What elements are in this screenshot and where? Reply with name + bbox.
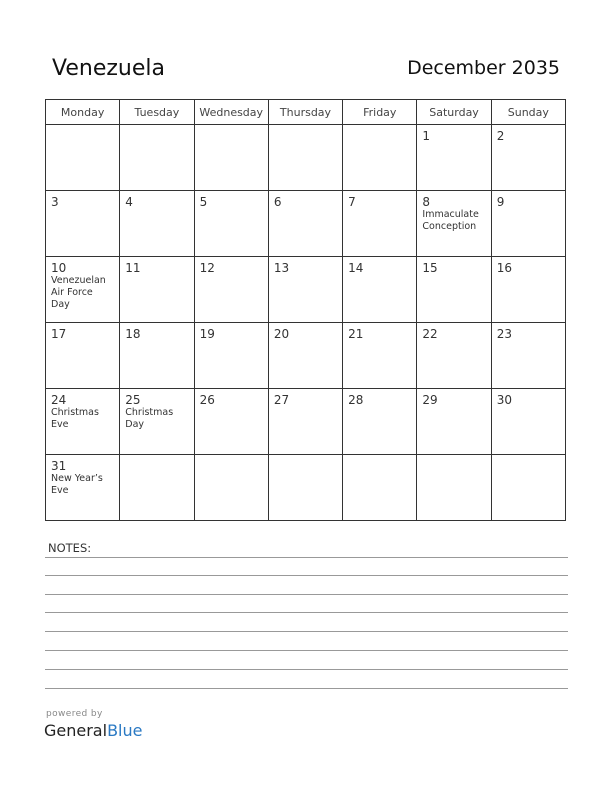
calendar-day-cell [194, 389, 268, 455]
holiday-label: Immaculate Conception [422, 209, 479, 232]
weekday-header: Thursday [268, 100, 342, 125]
calendar-week-row [46, 257, 566, 323]
day-number: 29 [422, 393, 438, 407]
calendar-day-cell [46, 191, 120, 257]
calendar-day-cell [343, 455, 417, 521]
day-number: 30 [496, 393, 512, 407]
day-number: 19 [199, 327, 215, 341]
calendar-day-cell [194, 323, 268, 389]
calendar-day-cell [268, 191, 342, 257]
day-number: 23 [496, 327, 512, 341]
notes-line [45, 631, 568, 632]
day-number: 16 [496, 261, 512, 275]
calendar-day-cell [194, 257, 268, 323]
weekday-header: Saturday [417, 100, 491, 125]
calendar-day-cell [491, 455, 565, 521]
day-number: 6 [273, 195, 282, 209]
calendar-day-cell [46, 257, 120, 323]
day-number: 28 [348, 393, 364, 407]
day-number: 12 [199, 261, 215, 275]
calendar-day-cell [491, 257, 565, 323]
weekday-header: Tuesday [120, 100, 194, 125]
holiday-label: New Year’s Eve [51, 473, 103, 496]
calendar-day-cell [120, 257, 194, 323]
weekday-header-row [46, 100, 566, 125]
calendar-day-cell [417, 191, 491, 257]
calendar-month-title: December 2035 [407, 57, 560, 79]
day-number: 22 [422, 327, 438, 341]
calendar-week-row [46, 323, 566, 389]
notes-line [45, 557, 568, 558]
calendar-country-title: Venezuela [52, 56, 165, 81]
calendar-day-cell [194, 125, 268, 191]
calendar-day-cell [343, 323, 417, 389]
day-number: 25 [125, 393, 141, 407]
calendar-grid [45, 99, 566, 521]
calendar-day-cell [343, 191, 417, 257]
calendar-day-cell [268, 125, 342, 191]
calendar-day-cell [46, 455, 120, 521]
calendar-day-cell [120, 455, 194, 521]
day-number: 27 [273, 393, 290, 407]
holiday-label: Venezuelan Air Force Day [51, 275, 106, 310]
calendar-week-row [46, 191, 566, 257]
day-number: 8 [422, 195, 431, 209]
day-number: 13 [273, 261, 290, 275]
calendar-day-cell [46, 125, 120, 191]
calendar-day-cell [194, 455, 268, 521]
calendar-day-cell [417, 125, 491, 191]
calendar-week-row [46, 455, 566, 521]
notes-line [45, 650, 568, 651]
calendar-day-cell [120, 389, 194, 455]
calendar-day-cell [120, 191, 194, 257]
notes-label: NOTES: [48, 541, 92, 555]
day-number: 15 [422, 261, 438, 275]
day-number: 20 [273, 327, 290, 341]
notes-line [45, 594, 568, 595]
notes-line [45, 612, 568, 613]
calendar-day-cell [268, 389, 342, 455]
day-number: 3 [51, 195, 59, 209]
calendar-day-cell [491, 191, 565, 257]
calendar-day-cell [343, 257, 417, 323]
calendar-day-cell [343, 125, 417, 191]
day-number: 2 [496, 129, 505, 143]
calendar-day-cell [417, 323, 491, 389]
brand-logo[interactable] [44, 721, 142, 740]
calendar-day-cell [417, 389, 491, 455]
weekday-header: Monday [46, 100, 120, 125]
calendar-day-cell [268, 323, 342, 389]
day-number: 7 [348, 195, 356, 209]
day-number: 14 [348, 261, 364, 275]
brand-blue: Blue [107, 721, 143, 740]
day-number: 11 [125, 261, 141, 275]
calendar-day-cell [417, 257, 491, 323]
calendar-day-cell [491, 125, 565, 191]
day-number: 5 [199, 195, 208, 209]
day-number: 31 [51, 459, 67, 473]
holiday-label: Christmas Day [125, 407, 174, 430]
day-number: 24 [51, 393, 67, 407]
calendar-week-row [46, 389, 566, 455]
calendar-day-cell [120, 323, 194, 389]
notes-line [45, 669, 568, 670]
calendar-day-cell [491, 323, 565, 389]
calendar-day-cell [46, 389, 120, 455]
notes-line [45, 575, 568, 576]
calendar-day-cell [268, 257, 342, 323]
calendar-day-cell [194, 191, 268, 257]
day-number: 9 [496, 195, 505, 209]
day-number: 26 [199, 393, 215, 407]
day-number: 10 [51, 261, 67, 275]
calendar-day-cell [491, 389, 565, 455]
brand-general: General [44, 721, 108, 740]
calendar-day-cell [120, 125, 194, 191]
calendar-day-cell [417, 455, 491, 521]
weekday-header: Friday [343, 100, 417, 125]
day-number: 18 [125, 327, 141, 341]
weekday-header: Sunday [491, 100, 565, 125]
calendar-day-cell [343, 389, 417, 455]
day-number: 21 [348, 327, 364, 341]
powered-by-text: powered by [46, 709, 103, 719]
day-number: 4 [125, 195, 133, 209]
holiday-label: Christmas Eve [51, 407, 99, 430]
weekday-header: Wednesday [194, 100, 268, 125]
calendar-day-cell [268, 455, 342, 521]
notes-line [45, 688, 568, 689]
day-number: 17 [51, 327, 67, 341]
calendar-day-cell [46, 323, 120, 389]
day-number: 1 [422, 129, 431, 143]
calendar-week-row [46, 125, 566, 191]
